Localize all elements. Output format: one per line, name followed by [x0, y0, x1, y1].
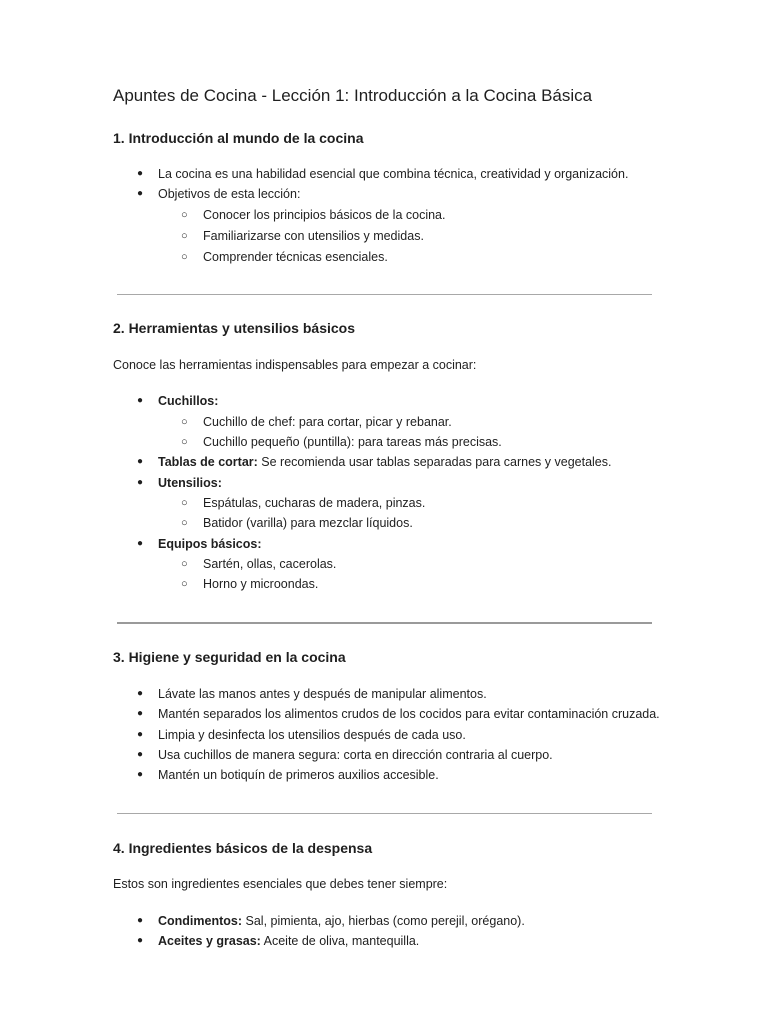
bullet-icon: ●	[137, 188, 144, 199]
document-title: Apuntes de Cocina - Lección 1: Introducción a la Cocina Básica	[113, 86, 593, 105]
list-item: ● Utensilios:	[137, 476, 222, 490]
circle-bullet-icon: ○	[181, 517, 188, 529]
circle-bullet-icon: ○	[181, 497, 188, 509]
section-3-heading: 3. Higiene y seguridad en la cocina	[113, 649, 346, 665]
list-item: ● Condimentos: Sal, pimienta, ajo, hierbas (como perejil, orégano).	[137, 914, 525, 928]
circle-bullet-icon: ○	[181, 578, 188, 590]
sub-list-item: ○ Sartén, ollas, cacerolas.	[181, 557, 337, 571]
list-item: ● Objetivos de esta lección:	[137, 187, 301, 201]
sub-list-item: ○ Cuchillo de chef: para cortar, picar y rebanar.	[181, 415, 452, 429]
sub-list-item: ○ Espátulas, cucharas de madera, pinzas.	[181, 496, 426, 510]
list-item: ● Limpia y desinfecta los utensilios después de cada uso.	[137, 728, 466, 742]
list-item: ● Aceites y grasas: Aceite de oliva, mantequilla.	[137, 934, 420, 948]
list-item: ● La cocina es una habilidad esencial que combina técnica, creatividad y organización.	[137, 167, 629, 181]
list-item: ● Usa cuchillos de manera segura: corta en dirección contraria al cuerpo.	[137, 748, 553, 762]
sub-list-item: ○ Horno y microondas.	[181, 577, 319, 591]
sub-list-item: ○ Familiarizarse con utensilios y medidas.	[181, 229, 424, 243]
bullet-icon: ●	[137, 688, 144, 699]
list-item: ● Mantén un botiquín de primeros auxilios accesible.	[137, 768, 439, 782]
circle-bullet-icon: ○	[181, 230, 188, 242]
circle-bullet-icon: ○	[181, 209, 188, 221]
section-1-heading: 1. Introducción al mundo de la cocina	[113, 130, 364, 146]
bullet-icon: ●	[137, 729, 144, 740]
circle-bullet-icon: ○	[181, 416, 188, 428]
circle-bullet-icon: ○	[181, 436, 188, 448]
bullet-icon: ●	[137, 769, 144, 780]
sub-list-item: ○ Cuchillo pequeño (puntilla): para tareas más precisas.	[181, 435, 502, 449]
sub-list-item: ○ Batidor (varilla) para mezclar líquidos.	[181, 516, 413, 530]
section-divider	[117, 294, 652, 295]
bullet-icon: ●	[137, 708, 144, 719]
circle-bullet-icon: ○	[181, 251, 188, 263]
sub-list-item: ○ Conocer los principios básicos de la cocina.	[181, 208, 446, 222]
section-divider	[117, 813, 652, 814]
list-item: ● Mantén separados los alimentos crudos de los cocidos para evitar contaminación cruzada.	[137, 707, 660, 721]
section-4-intro: Estos son ingredientes esenciales que debes tener siempre:	[113, 877, 448, 891]
circle-bullet-icon: ○	[181, 558, 188, 570]
list-item: ● Lávate las manos antes y después de manipular alimentos.	[137, 687, 487, 701]
section-2-heading: 2. Herramientas y utensilios básicos	[113, 320, 355, 336]
section-2-intro: Conoce las herramientas indispensables para empezar a cocinar:	[113, 358, 477, 372]
list-item: ● Equipos básicos:	[137, 537, 262, 551]
section-divider	[117, 622, 652, 624]
bullet-icon: ●	[137, 168, 144, 179]
bullet-icon: ●	[137, 456, 144, 467]
list-item: ● Cuchillos:	[137, 394, 219, 408]
list-item: ● Tablas de cortar: Se recomienda usar tablas separadas para carnes y vegetales.	[137, 455, 612, 469]
bullet-icon: ●	[137, 477, 144, 488]
bullet-icon: ●	[137, 749, 144, 760]
sub-list-item: ○ Comprender técnicas esenciales.	[181, 250, 388, 264]
bullet-icon: ●	[137, 915, 144, 926]
section-4-heading: 4. Ingredientes básicos de la despensa	[113, 840, 373, 856]
bullet-icon: ●	[137, 538, 144, 549]
bullet-icon: ●	[137, 395, 144, 406]
bullet-icon: ●	[137, 935, 144, 946]
